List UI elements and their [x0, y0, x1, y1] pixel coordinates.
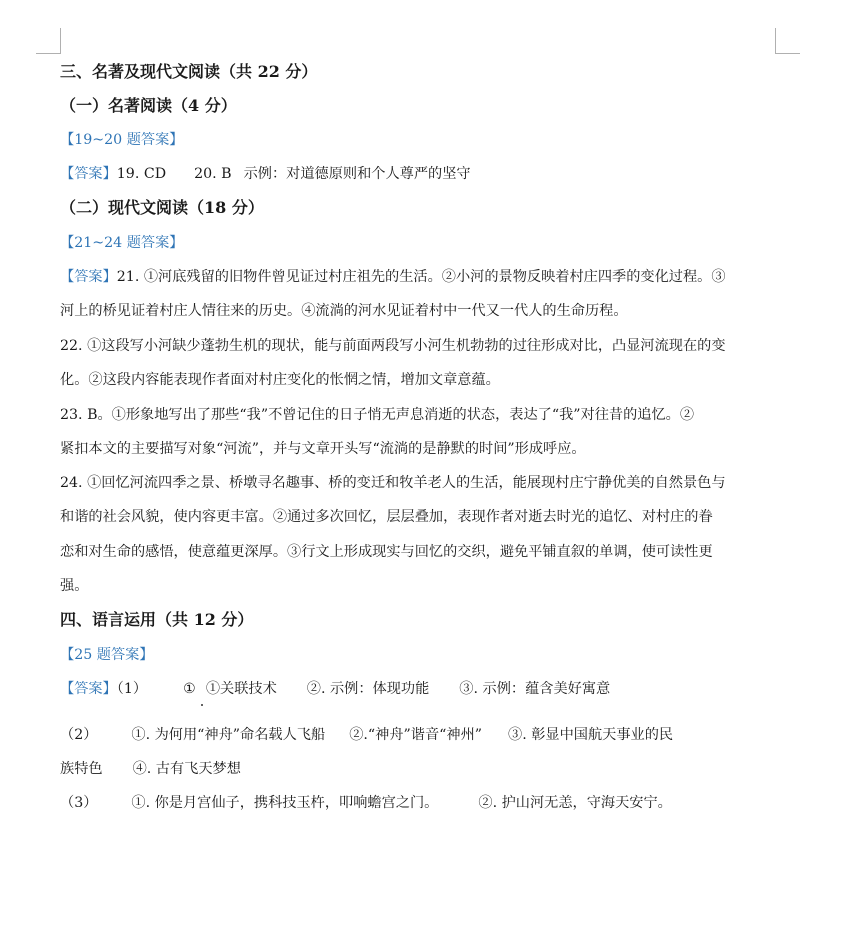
- q25-1-line: [60, 679, 610, 699]
- q19-20-answer-line: [60, 164, 471, 184]
- q25-2-answer-3: ③. 彰显中国航天事业的民: [508, 727, 674, 743]
- q25-2-line-1: [60, 725, 673, 745]
- q21-line-2: 河上的桥见证着村庄人情往来的历史。④流淌的河水见证着村中一代又一代人的生命历程。: [60, 303, 628, 319]
- section4-title: 四、语言运用（共 12 分）: [60, 610, 254, 629]
- q25-3-answer-1: ①. 你是月宫仙子，携科技玉杵，叩响蟾宫之门。: [131, 795, 439, 811]
- q20-example: 示例：对道德原则和个人尊严的坚守: [243, 166, 471, 182]
- q25-1-marker: ①: [183, 681, 196, 697]
- q19-answer: 19. CD: [116, 166, 167, 182]
- q21-24-tag: 【21~24 题答案】: [60, 235, 184, 251]
- q24-line-4: 强。: [60, 578, 89, 594]
- q25-2-answer-3-cont: 族特色: [60, 761, 103, 777]
- section3-title: 三、名著及现代文阅读（共 22 分）: [60, 62, 318, 81]
- q21-line-1: [60, 267, 726, 287]
- answer-label: 【答案】: [60, 681, 117, 697]
- q21-text-1: 21. ①河底残留的旧物件曾见证过村庄祖先的生活。②小河的景物反映着村庄四季的变化过程。③: [116, 269, 726, 285]
- part2-title: （二）现代文阅读（18 分）: [60, 198, 264, 217]
- q22-line-1: 22. ①这段写小河缺少蓬勃生机的现状，能与前面两段写小河生机勃勃的过往形成对比，凸显河流现在的变: [60, 338, 726, 354]
- page-corner-mark-top-left: [36, 28, 61, 54]
- q25-2-number: （2）: [60, 727, 98, 743]
- q25-2-line-2: [60, 759, 241, 779]
- q23-line-1: 23. B。①形象地写出了那些“我”不曾记住的日子悄无声息消逝的状态，表达了“我”对往昔的追忆。②: [60, 407, 695, 423]
- q25-2-answer-4: ④. 古有飞天梦想: [132, 761, 241, 777]
- q25-1-answer-3: ③. 示例：蕴含美好寓意: [459, 681, 611, 697]
- answer-label: 【答案】: [60, 166, 117, 182]
- q20-answer: 20. B: [194, 166, 232, 182]
- q19-20-tag: 【19~20 题答案】: [60, 132, 184, 148]
- q23-line-2: 紧扣本文的主要描写对象“河流”，并与文章开头写“流淌的是静默的时间”形成呼应。: [60, 441, 586, 457]
- q22-line-2: 化。②这段内容能表现作者面对村庄变化的怅惘之情，增加文章意蕴。: [60, 372, 500, 388]
- q25-1-answer-2: ②. 示例：体现功能: [306, 681, 430, 697]
- page-corner-mark-top-right: [775, 28, 800, 54]
- q24-line-2: 和谐的社会风貌，使内容更丰富。②通过多次回忆，层层叠加，表现作者对逝去时光的追忆、对村庄的眷: [60, 509, 713, 525]
- q25-1-answer-1: ①关联技术: [205, 681, 277, 697]
- q25-2-answer-1: ①. 为何用“神舟”命名载人飞船: [131, 727, 326, 743]
- q25-1-number: （1）: [116, 681, 148, 697]
- answer-label: 【答案】: [60, 269, 117, 285]
- stray-dot-mark: [201, 704, 203, 706]
- q25-3-answer-2: ②. 护山河无恙，守海天安宁。: [478, 795, 672, 811]
- q25-2-answer-2: ②.“神舟”谐音“神州”: [349, 727, 483, 743]
- q25-tag: 【25 题答案】: [60, 647, 154, 663]
- q25-3-line: [60, 793, 672, 813]
- part1-title: （一）名著阅读（4 分）: [60, 96, 237, 115]
- q24-line-1: 24. ①回忆河流四季之景、桥墩寻名趣事、桥的变迁和牧羊老人的生活，能展现村庄宁静优美的自然景色与: [60, 475, 726, 491]
- q25-3-number: （3）: [60, 795, 98, 811]
- q24-line-3: 恋和对生命的感悟，使意蕴更深厚。③行文上形成现实与回忆的交织，避免平铺直叙的单调，使可读性更: [60, 544, 713, 560]
